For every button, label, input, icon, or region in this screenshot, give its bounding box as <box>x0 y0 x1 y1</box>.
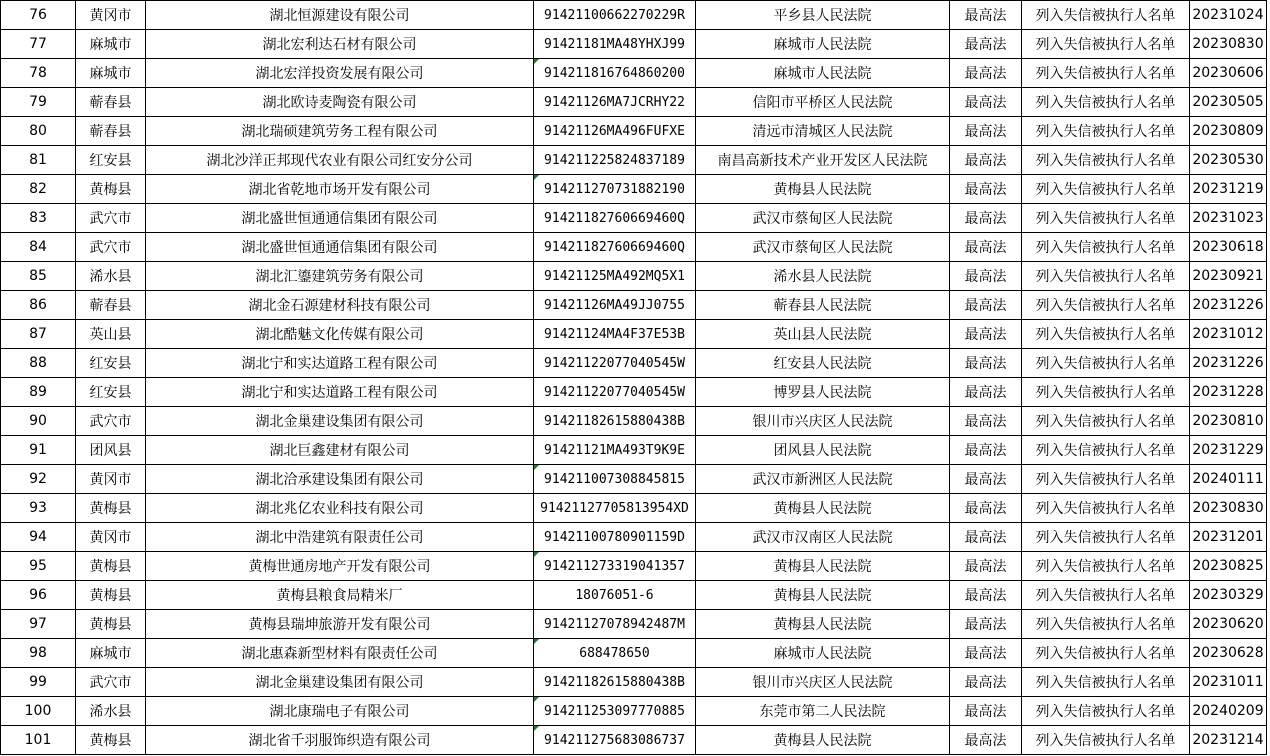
cell-court[interactable]: 团风县人民法院 <box>696 436 950 465</box>
cell-row-number[interactable]: 85 <box>1 262 76 291</box>
cell-date[interactable]: 20230606 <box>1190 59 1267 88</box>
cell-measure[interactable]: 列入失信被执行人名单 <box>1022 1 1190 30</box>
cell-row-number[interactable]: 86 <box>1 291 76 320</box>
cell-measure[interactable]: 列入失信被执行人名单 <box>1022 407 1190 436</box>
cell-credit-code[interactable]: 914211007308845815 <box>534 465 696 494</box>
cell-company-name[interactable]: 湖北省乾地市场开发有限公司 <box>146 175 534 204</box>
cell-basis[interactable]: 最高法 <box>950 581 1022 610</box>
cell-court[interactable]: 武汉市蔡甸区人民法院 <box>696 233 950 262</box>
cell-credit-code[interactable]: 91421127705813954XD <box>534 494 696 523</box>
cell-area[interactable]: 红安县 <box>76 146 146 175</box>
cell-credit-code[interactable]: 914211816764860200 <box>534 59 696 88</box>
table-row <box>1 59 1267 88</box>
cell-date[interactable]: 20231228 <box>1190 378 1267 407</box>
table-row <box>1 291 1267 320</box>
cell-company-name[interactable]: 湖北瑞硕建筑劳务工程有限公司 <box>146 117 534 146</box>
cell-basis[interactable]: 最高法 <box>950 494 1022 523</box>
cell-row-number[interactable]: 79 <box>1 88 76 117</box>
cell-measure[interactable]: 列入失信被执行人名单 <box>1022 639 1190 668</box>
cell-company-name[interactable]: 湖北酷魅文化传媒有限公司 <box>146 320 534 349</box>
cell-measure[interactable]: 列入失信被执行人名单 <box>1022 436 1190 465</box>
cell-area[interactable]: 麻城市 <box>76 59 146 88</box>
cell-row-number[interactable]: 78 <box>1 59 76 88</box>
cell-measure[interactable]: 列入失信被执行人名单 <box>1022 581 1190 610</box>
cell-credit-code[interactable]: 91421126MA49JJ0755 <box>534 291 696 320</box>
cell-court[interactable]: 南昌高新技术产业开发区人民法院 <box>696 146 950 175</box>
cell-credit-code[interactable]: 91421124MA4F37E53B <box>534 320 696 349</box>
cell-basis[interactable]: 最高法 <box>950 552 1022 581</box>
cell-area[interactable]: 黄梅县 <box>76 726 146 755</box>
cell-area[interactable]: 浠水县 <box>76 262 146 291</box>
table-row <box>1 146 1267 175</box>
cell-company-name[interactable]: 湖北惠森新型材料有限责任公司 <box>146 639 534 668</box>
cell-area[interactable]: 黄梅县 <box>76 175 146 204</box>
cell-date[interactable]: 20230825 <box>1190 552 1267 581</box>
cell-measure[interactable]: 列入失信被执行人名单 <box>1022 59 1190 88</box>
table-row <box>1 552 1267 581</box>
cell-row-number[interactable]: 77 <box>1 30 76 59</box>
cell-credit-code[interactable]: 914211253097770885 <box>534 697 696 726</box>
cell-row-number[interactable]: 82 <box>1 175 76 204</box>
table-row <box>1 523 1267 552</box>
table-row <box>1 697 1267 726</box>
cell-date[interactable]: 20231023 <box>1190 204 1267 233</box>
cell-row-number[interactable]: 100 <box>1 697 76 726</box>
cell-company-name[interactable]: 湖北省千羽服饰织造有限公司 <box>146 726 534 755</box>
table-row <box>1 465 1267 494</box>
cell-measure[interactable]: 列入失信被执行人名单 <box>1022 88 1190 117</box>
cell-company-name[interactable]: 湖北宁和实达道路工程有限公司 <box>146 378 534 407</box>
cell-measure[interactable]: 列入失信被执行人名单 <box>1022 146 1190 175</box>
cell-date[interactable]: 20230809 <box>1190 117 1267 146</box>
cell-basis[interactable]: 最高法 <box>950 1 1022 30</box>
cell-credit-code[interactable]: 91421100780901159D <box>534 523 696 552</box>
cell-company-name[interactable]: 湖北中浩建筑有限责任公司 <box>146 523 534 552</box>
cell-court[interactable]: 银川市兴庆区人民法院 <box>696 668 950 697</box>
cell-basis[interactable]: 最高法 <box>950 639 1022 668</box>
cell-basis[interactable]: 最高法 <box>950 523 1022 552</box>
cell-measure[interactable]: 列入失信被执行人名单 <box>1022 523 1190 552</box>
cell-court[interactable]: 东莞市第二人民法院 <box>696 697 950 726</box>
cell-company-name[interactable]: 湖北汇鎏建筑劳务有限公司 <box>146 262 534 291</box>
cell-area[interactable]: 红安县 <box>76 349 146 378</box>
table-row <box>1 30 1267 59</box>
cell-measure[interactable]: 列入失信被执行人名单 <box>1022 175 1190 204</box>
cell-court[interactable]: 红安县人民法院 <box>696 349 950 378</box>
cell-measure[interactable]: 列入失信被执行人名单 <box>1022 30 1190 59</box>
cell-area[interactable]: 武穴市 <box>76 204 146 233</box>
cell-measure[interactable]: 列入失信被执行人名单 <box>1022 291 1190 320</box>
cell-date[interactable]: 20230618 <box>1190 233 1267 262</box>
cell-measure[interactable]: 列入失信被执行人名单 <box>1022 552 1190 581</box>
cell-measure[interactable]: 列入失信被执行人名单 <box>1022 349 1190 378</box>
cell-measure[interactable]: 列入失信被执行人名单 <box>1022 204 1190 233</box>
cell-area[interactable]: 武穴市 <box>76 668 146 697</box>
cell-date[interactable]: 20230530 <box>1190 146 1267 175</box>
cell-date[interactable]: 20240209 <box>1190 697 1267 726</box>
cell-company-name[interactable]: 湖北金巢建设集团有限公司 <box>146 668 534 697</box>
cell-row-number[interactable]: 87 <box>1 320 76 349</box>
cell-date[interactable]: 20230505 <box>1190 88 1267 117</box>
cell-measure[interactable]: 列入失信被执行人名单 <box>1022 610 1190 639</box>
cell-court[interactable]: 黄梅县人民法院 <box>696 726 950 755</box>
cell-basis[interactable]: 最高法 <box>950 378 1022 407</box>
table-row <box>1 117 1267 146</box>
cell-basis[interactable]: 最高法 <box>950 668 1022 697</box>
cell-area[interactable]: 团风县 <box>76 436 146 465</box>
cell-area[interactable]: 黄梅县 <box>76 552 146 581</box>
cell-area[interactable]: 黄冈市 <box>76 1 146 30</box>
cell-court[interactable]: 平乡县人民法院 <box>696 1 950 30</box>
cell-court[interactable]: 浠水县人民法院 <box>696 262 950 291</box>
cell-measure[interactable]: 列入失信被执行人名单 <box>1022 465 1190 494</box>
cell-measure[interactable]: 列入失信被执行人名单 <box>1022 697 1190 726</box>
cell-date[interactable]: 20240111 <box>1190 465 1267 494</box>
cell-court[interactable]: 黄梅县人民法院 <box>696 610 950 639</box>
cell-area[interactable]: 黄冈市 <box>76 465 146 494</box>
cell-measure[interactable]: 列入失信被执行人名单 <box>1022 262 1190 291</box>
cell-basis[interactable]: 最高法 <box>950 697 1022 726</box>
cell-credit-code[interactable]: 688478650 <box>534 639 696 668</box>
cell-row-number[interactable]: 94 <box>1 523 76 552</box>
cell-credit-code[interactable]: 91421182760669460Q <box>534 233 696 262</box>
cell-date[interactable]: 20231226 <box>1190 291 1267 320</box>
cell-date[interactable]: 20231229 <box>1190 436 1267 465</box>
cell-area[interactable]: 黄冈市 <box>76 523 146 552</box>
cell-date[interactable]: 20231201 <box>1190 523 1267 552</box>
cell-court[interactable]: 武汉市新洲区人民法院 <box>696 465 950 494</box>
cell-row-number[interactable]: 83 <box>1 204 76 233</box>
cell-basis[interactable]: 最高法 <box>950 291 1022 320</box>
cell-row-number[interactable]: 98 <box>1 639 76 668</box>
cell-company-name[interactable]: 湖北宏洋投资发展有限公司 <box>146 59 534 88</box>
cell-court[interactable]: 黄梅县人民法院 <box>696 175 950 204</box>
cell-company-name[interactable]: 湖北金石源建材科技有限公司 <box>146 291 534 320</box>
cell-court[interactable]: 蕲春县人民法院 <box>696 291 950 320</box>
cell-row-number[interactable]: 92 <box>1 465 76 494</box>
cell-credit-code[interactable]: 91421182615880438B <box>534 407 696 436</box>
cell-company-name[interactable]: 湖北沙洋正邦现代农业有限公司红安分公司 <box>146 146 534 175</box>
cell-row-number[interactable]: 96 <box>1 581 76 610</box>
cell-credit-code[interactable]: 914211273319041357 <box>534 552 696 581</box>
cell-date[interactable]: 20231219 <box>1190 175 1267 204</box>
cell-measure[interactable]: 列入失信被执行人名单 <box>1022 726 1190 755</box>
cell-date[interactable]: 20231226 <box>1190 349 1267 378</box>
cell-date[interactable]: 20230921 <box>1190 262 1267 291</box>
cell-court[interactable]: 黄梅县人民法院 <box>696 494 950 523</box>
cell-date[interactable]: 20230830 <box>1190 494 1267 523</box>
table-row <box>1 175 1267 204</box>
cell-basis[interactable]: 最高法 <box>950 30 1022 59</box>
cell-credit-code[interactable]: 914211225824837189 <box>534 146 696 175</box>
cell-credit-code[interactable]: 91421182615880438B <box>534 668 696 697</box>
cell-date[interactable]: 20231012 <box>1190 320 1267 349</box>
cell-measure[interactable]: 列入失信被执行人名单 <box>1022 117 1190 146</box>
cell-area[interactable]: 麻城市 <box>76 639 146 668</box>
cell-basis[interactable]: 最高法 <box>950 349 1022 378</box>
table-row <box>1 639 1267 668</box>
cell-row-number[interactable]: 88 <box>1 349 76 378</box>
cell-company-name[interactable]: 湖北盛世恒通通信集团有限公司 <box>146 204 534 233</box>
cell-credit-code[interactable]: 91421122077040545W <box>534 378 696 407</box>
cell-row-number[interactable]: 81 <box>1 146 76 175</box>
cell-court[interactable]: 麻城市人民法院 <box>696 30 950 59</box>
cell-measure[interactable]: 列入失信被执行人名单 <box>1022 668 1190 697</box>
cell-area[interactable]: 浠水县 <box>76 697 146 726</box>
cell-measure[interactable]: 列入失信被执行人名单 <box>1022 233 1190 262</box>
cell-court[interactable]: 黄梅县人民法院 <box>696 581 950 610</box>
cell-area[interactable]: 蕲春县 <box>76 117 146 146</box>
cell-credit-code[interactable]: 914211275683086737 <box>534 726 696 755</box>
cell-company-name[interactable]: 湖北宏利达石材有限公司 <box>146 30 534 59</box>
cell-credit-code[interactable]: 91421100662270229R <box>534 1 696 30</box>
cell-court[interactable]: 英山县人民法院 <box>696 320 950 349</box>
cell-measure[interactable]: 列入失信被执行人名单 <box>1022 494 1190 523</box>
cell-company-name[interactable]: 湖北巨鑫建材有限公司 <box>146 436 534 465</box>
cell-credit-code[interactable]: 91421182760669460Q <box>534 204 696 233</box>
cell-basis[interactable]: 最高法 <box>950 59 1022 88</box>
cell-company-name[interactable]: 湖北恒源建设有限公司 <box>146 1 534 30</box>
cell-basis[interactable]: 最高法 <box>950 175 1022 204</box>
table-row <box>1 233 1267 262</box>
cell-row-number[interactable]: 84 <box>1 233 76 262</box>
cell-measure[interactable]: 列入失信被执行人名单 <box>1022 320 1190 349</box>
cell-basis[interactable]: 最高法 <box>950 233 1022 262</box>
cell-court[interactable]: 博罗县人民法院 <box>696 378 950 407</box>
cell-row-number[interactable]: 80 <box>1 117 76 146</box>
cell-credit-code[interactable]: 91421126MA7JCRHY22 <box>534 88 696 117</box>
cell-row-number[interactable]: 99 <box>1 668 76 697</box>
cell-row-number[interactable]: 93 <box>1 494 76 523</box>
cell-credit-code[interactable]: 18076051-6 <box>534 581 696 610</box>
cell-company-name[interactable]: 黄梅县粮食局精米厂 <box>146 581 534 610</box>
cell-row-number[interactable]: 76 <box>1 1 76 30</box>
cell-credit-code[interactable]: 91421121MA493T9K9E <box>534 436 696 465</box>
table-row <box>1 378 1267 407</box>
cell-basis[interactable]: 最高法 <box>950 465 1022 494</box>
cell-date[interactable]: 20230620 <box>1190 610 1267 639</box>
table-row <box>1 349 1267 378</box>
cell-credit-code[interactable]: 91421125MA492MQ5X1 <box>534 262 696 291</box>
cell-credit-code[interactable]: 91421181MA48YHXJ99 <box>534 30 696 59</box>
cell-company-name[interactable]: 黄梅世通房地产开发有限公司 <box>146 552 534 581</box>
cell-court[interactable]: 武汉市汉南区人民法院 <box>696 523 950 552</box>
cell-date[interactable]: 20231024 <box>1190 1 1267 30</box>
cell-company-name[interactable]: 湖北兆亿农业科技有限公司 <box>146 494 534 523</box>
table-row <box>1 581 1267 610</box>
cell-court[interactable]: 银川市兴庆区人民法院 <box>696 407 950 436</box>
cell-court[interactable]: 清远市清城区人民法院 <box>696 117 950 146</box>
table-row <box>1 204 1267 233</box>
cell-date[interactable]: 20231011 <box>1190 668 1267 697</box>
cell-row-number[interactable]: 90 <box>1 407 76 436</box>
table-row <box>1 436 1267 465</box>
cell-area[interactable]: 英山县 <box>76 320 146 349</box>
cell-row-number[interactable]: 101 <box>1 726 76 755</box>
cell-date[interactable]: 20230810 <box>1190 407 1267 436</box>
cell-company-name[interactable]: 湖北洽承建设集团有限公司 <box>146 465 534 494</box>
cell-area[interactable]: 黄梅县 <box>76 610 146 639</box>
cell-area[interactable]: 黄梅县 <box>76 581 146 610</box>
cell-measure[interactable]: 列入失信被执行人名单 <box>1022 378 1190 407</box>
table-row <box>1 407 1267 436</box>
cell-basis[interactable]: 最高法 <box>950 407 1022 436</box>
cell-basis[interactable]: 最高法 <box>950 117 1022 146</box>
cell-company-name[interactable]: 湖北盛世恒通通信集团有限公司 <box>146 233 534 262</box>
cell-credit-code[interactable]: 91421122077040545W <box>534 349 696 378</box>
cell-company-name[interactable]: 湖北宁和实达道路工程有限公司 <box>146 349 534 378</box>
cell-basis[interactable]: 最高法 <box>950 610 1022 639</box>
cell-area[interactable]: 蕲春县 <box>76 88 146 117</box>
table-body <box>1 1 1267 755</box>
cell-company-name[interactable]: 湖北金巢建设集团有限公司 <box>146 407 534 436</box>
cell-company-name[interactable]: 湖北欧诗麦陶瓷有限公司 <box>146 88 534 117</box>
cell-court[interactable]: 黄梅县人民法院 <box>696 552 950 581</box>
cell-basis[interactable]: 最高法 <box>950 146 1022 175</box>
cell-area[interactable]: 黄梅县 <box>76 494 146 523</box>
cell-basis[interactable]: 最高法 <box>950 204 1022 233</box>
table-row <box>1 668 1267 697</box>
cell-basis[interactable]: 最高法 <box>950 88 1022 117</box>
cell-basis[interactable]: 最高法 <box>950 436 1022 465</box>
cell-basis[interactable]: 最高法 <box>950 320 1022 349</box>
cell-date[interactable]: 20230628 <box>1190 639 1267 668</box>
cell-date[interactable]: 20230830 <box>1190 30 1267 59</box>
cell-basis[interactable]: 最高法 <box>950 726 1022 755</box>
cell-court[interactable]: 武汉市蔡甸区人民法院 <box>696 204 950 233</box>
cell-row-number[interactable]: 91 <box>1 436 76 465</box>
cell-row-number[interactable]: 89 <box>1 378 76 407</box>
cell-area[interactable]: 武穴市 <box>76 233 146 262</box>
table-row <box>1 262 1267 291</box>
cell-credit-code[interactable]: 91421126MA496FUFXE <box>534 117 696 146</box>
table-row <box>1 610 1267 639</box>
cell-court[interactable]: 麻城市人民法院 <box>696 59 950 88</box>
cell-court[interactable]: 信阳市平桥区人民法院 <box>696 88 950 117</box>
cell-date[interactable]: 20231214 <box>1190 726 1267 755</box>
cell-court[interactable]: 麻城市人民法院 <box>696 639 950 668</box>
cell-area[interactable]: 武穴市 <box>76 407 146 436</box>
table-row <box>1 88 1267 117</box>
cell-area[interactable]: 麻城市 <box>76 30 146 59</box>
cell-row-number[interactable]: 95 <box>1 552 76 581</box>
cell-area[interactable]: 红安县 <box>76 378 146 407</box>
table-row <box>1 494 1267 523</box>
cell-company-name[interactable]: 黄梅县瑞坤旅游开发有限公司 <box>146 610 534 639</box>
cell-basis[interactable]: 最高法 <box>950 262 1022 291</box>
cell-row-number[interactable]: 97 <box>1 610 76 639</box>
table-row <box>1 1 1267 30</box>
cell-credit-code[interactable]: 914211270731882190 <box>534 175 696 204</box>
cell-area[interactable]: 蕲春县 <box>76 291 146 320</box>
cell-date[interactable]: 20230329 <box>1190 581 1267 610</box>
table-row <box>1 726 1267 755</box>
cell-credit-code[interactable]: 91421127078942487M <box>534 610 696 639</box>
table-row <box>1 320 1267 349</box>
cell-company-name[interactable]: 湖北康瑞电子有限公司 <box>146 697 534 726</box>
